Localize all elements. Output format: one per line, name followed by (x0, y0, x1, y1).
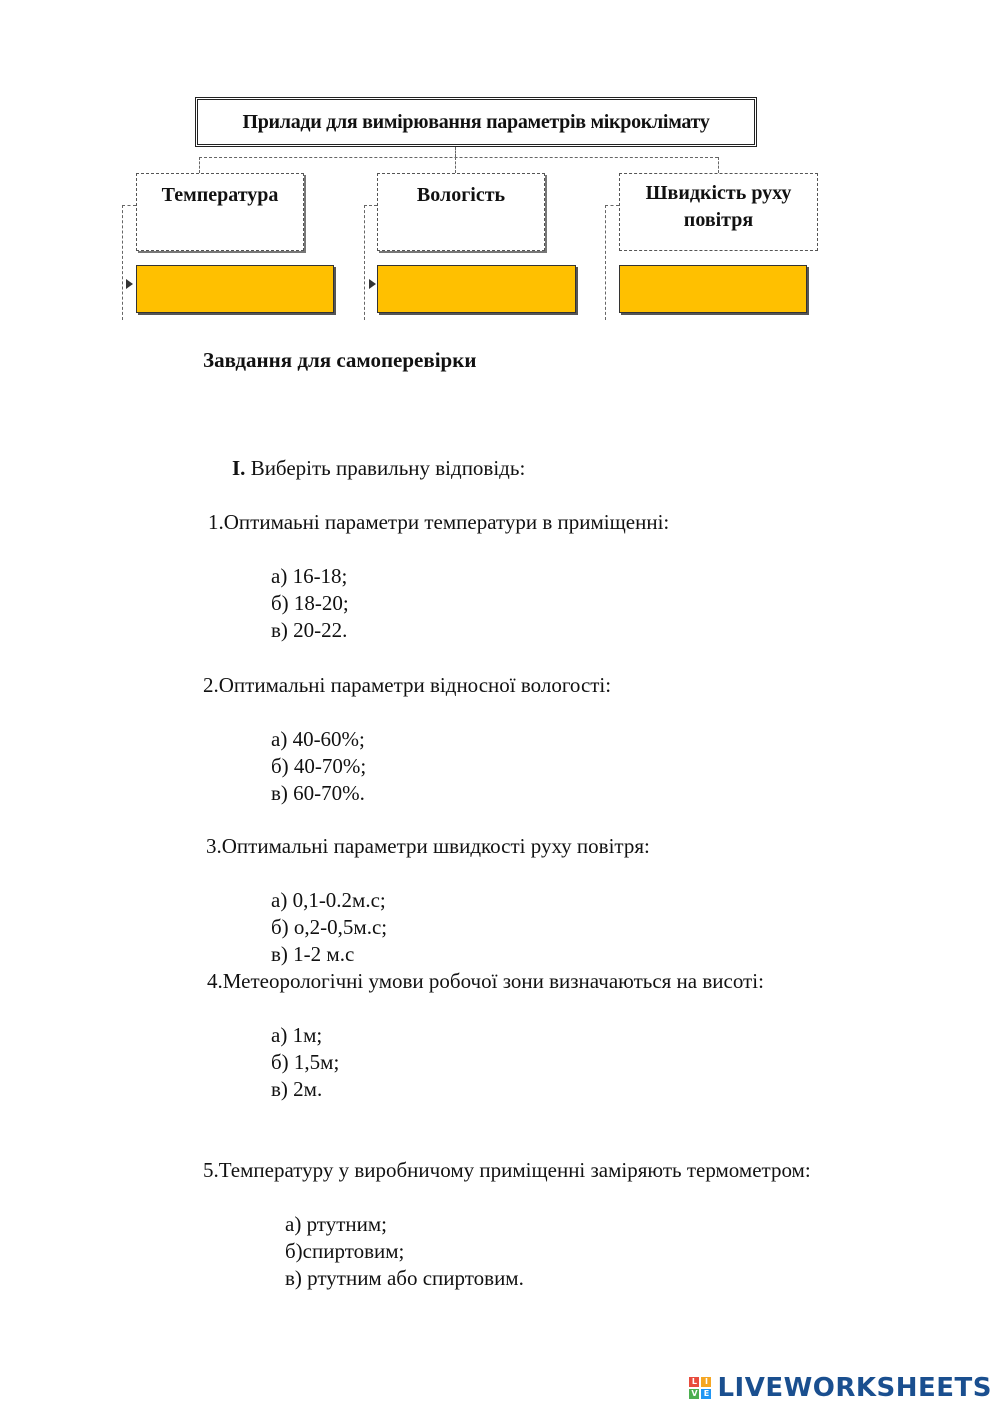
connector-line (605, 205, 606, 320)
diagram-title-box (195, 97, 757, 147)
category-box-temperature (136, 173, 304, 251)
category-label: Вологість (416, 184, 506, 206)
section-heading: Завдання для самоперевірки (203, 348, 477, 372)
option-item: б) 1,5м; (271, 1050, 340, 1074)
connector-line (605, 205, 619, 206)
option-item: в) ртутним або спиртовим. (285, 1266, 524, 1290)
task-instruction (232, 455, 525, 482)
connector-line (364, 205, 365, 320)
logo-mark-cell: V (691, 1389, 698, 1398)
option-item: а) 40-60%; (271, 727, 365, 751)
connector-line (455, 157, 456, 173)
option-item: а) ртутним; (285, 1212, 387, 1236)
logo-mark-icon (689, 1377, 711, 1399)
connector-line (122, 205, 123, 320)
question-text: 2.Оптимальні параметри відносної вологості: (203, 673, 612, 697)
option-item: б)спиртовим; (285, 1239, 405, 1263)
connector-line (122, 205, 136, 206)
option-item: в) 2м. (271, 1077, 323, 1101)
option-item: в) 1-2 м.с (271, 942, 355, 966)
question-text: 1.Оптимаьні параметри температури в приміщенні: (208, 510, 670, 534)
liveworksheets-logo (689, 1373, 992, 1403)
option-item: а) 0,1-0.2м.с; (271, 888, 386, 912)
option-item: в) 60-70%. (271, 781, 365, 805)
option-item: в) 20-22. (271, 618, 348, 642)
category-label: Температура (161, 184, 279, 206)
connector-line (199, 157, 718, 158)
option-item: б) 18-20; (271, 591, 349, 615)
logo-mark-cell: L (689, 1377, 699, 1387)
option-item: б) о,2-0,5м.с; (271, 915, 388, 939)
connector-line (199, 157, 200, 173)
logo-mark-cell: I (701, 1377, 711, 1387)
connector-line (718, 157, 719, 173)
option-item: б) 40-70%; (271, 754, 367, 778)
question-text: 5.Температуру у виробничому приміщенні заміряють термометром: (203, 1158, 811, 1182)
diagram-title: Прилади для вимірювання параметрів мікроклімату (242, 110, 710, 133)
answer-field-air-speed[interactable] (619, 265, 807, 313)
category-box-humidity (377, 173, 545, 251)
arrow-right-icon (369, 279, 376, 289)
arrow-right-icon (126, 279, 133, 289)
connector-line (364, 205, 377, 206)
answer-field-humidity[interactable] (377, 265, 576, 313)
category-box-air-speed (619, 173, 818, 251)
connector-line (455, 147, 456, 157)
category-label: Швидкість руху повітря (645, 182, 792, 231)
task-text: Виберіть правильну відповідь: (245, 456, 526, 480)
answer-field-temperature[interactable] (136, 265, 334, 313)
task-number: I. (232, 456, 246, 480)
question-text: 4.Метеорологічні умови робочої зони визначаються на висоті: (207, 969, 764, 993)
question-text: 3.Оптимальні параметри швидкості руху повітря: (206, 834, 650, 858)
logo-mark-cell: E (701, 1389, 711, 1399)
logo-text: LIVEWORKSHEETS (717, 1373, 992, 1403)
option-item: а) 16-18; (271, 564, 348, 588)
option-item: а) 1м; (271, 1023, 323, 1047)
